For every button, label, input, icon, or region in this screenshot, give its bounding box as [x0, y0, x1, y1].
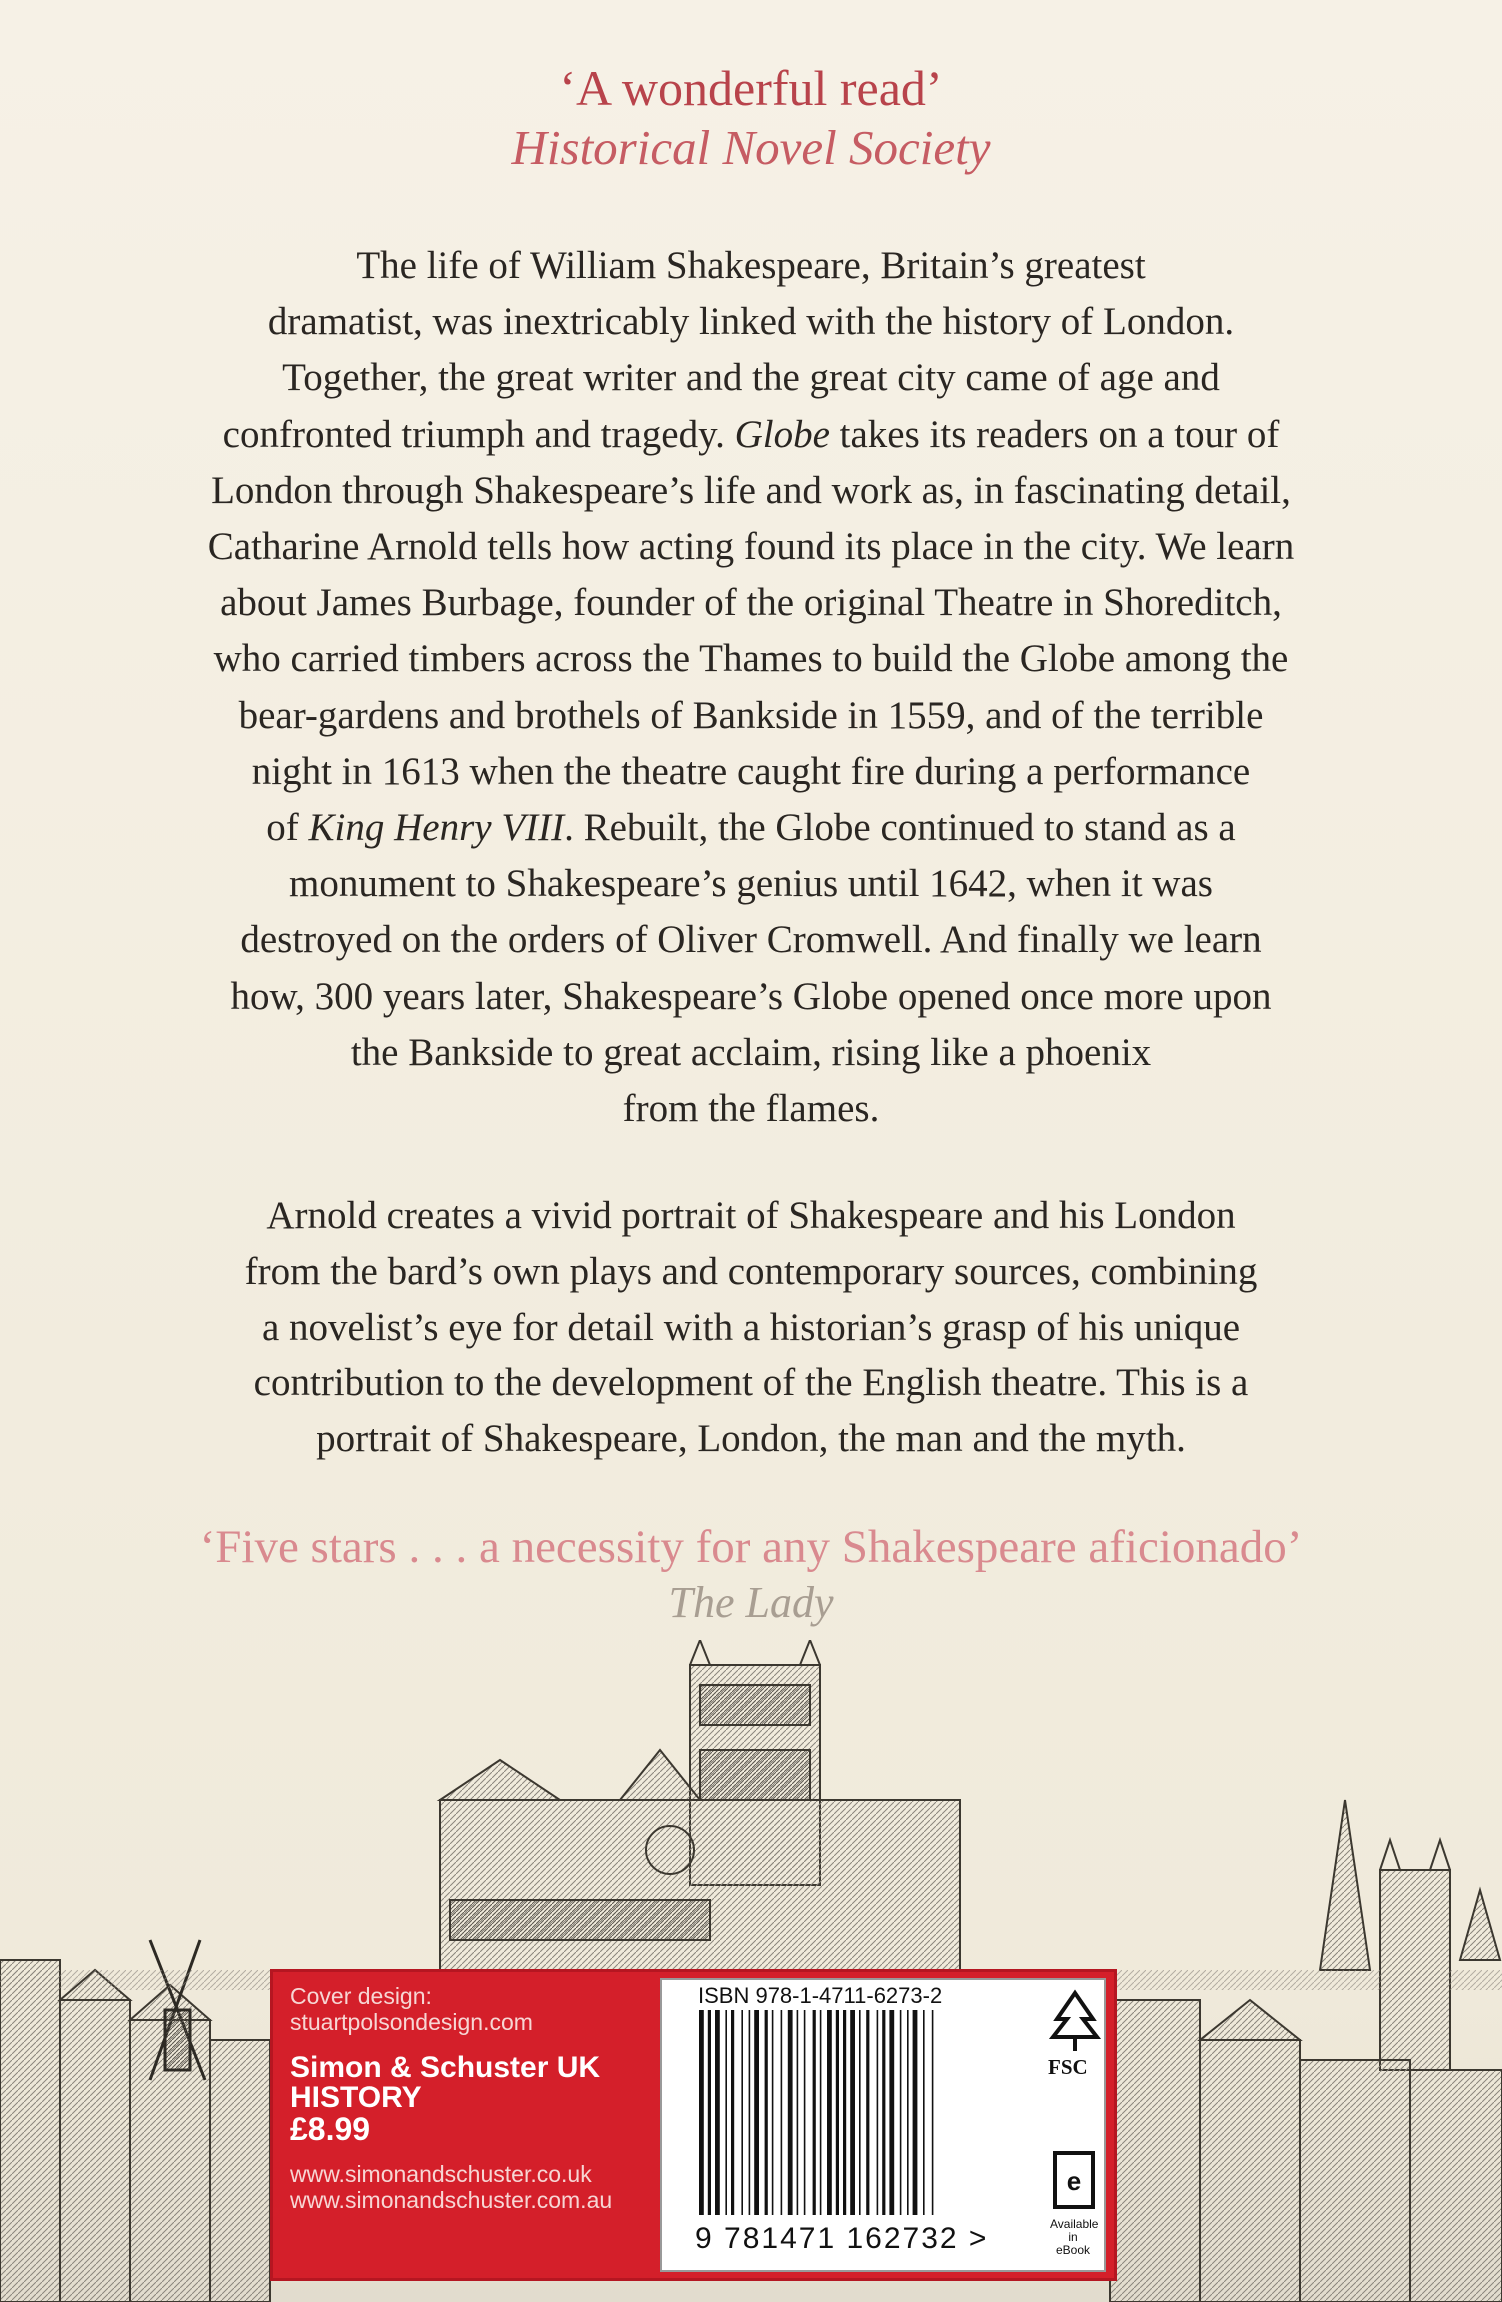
book-title-globe: Globe [734, 412, 830, 456]
blurb-line [80, 407, 1422, 463]
publisher-urls [290, 2161, 670, 2213]
blurb-line: about James Burbage, founder of the original Theatre in Shoreditch, [220, 581, 1282, 625]
blurb-line: destroyed on the orders of Oliver Cromwell. And finally we learn [240, 918, 1262, 962]
play-title: King Henry VIII [308, 806, 565, 850]
blurb-line: from the flames. [622, 1087, 880, 1131]
bottom-quote-text: ‘Five stars . . . a necessity for any Shakespeare aficionado’ [199, 1521, 1303, 1573]
blurb-line: contribution to the development of the English theatre. This is a [253, 1361, 1249, 1405]
cover-design-block [290, 1983, 670, 2035]
category: HISTORY [290, 2081, 422, 2114]
blurb-text: . Rebuilt, the Globe continued to stand as a [564, 806, 1236, 850]
blurb-line: bear-gardens and brothels of Bankside in 1559, and of the terrible [238, 693, 1264, 737]
top-review-quote [0, 58, 1502, 178]
isbn-text: ISBN 978-1-4711-6273-2 [698, 1983, 943, 2008]
ebook-label: Available in eBook [1050, 2217, 1099, 2257]
blurb-line: Together, the great writer and the great city came of age and [282, 356, 1220, 400]
blurb-paragraph-1 [80, 238, 1422, 1137]
fsc-label: FSC [1048, 2055, 1088, 2079]
blurb-line: who carried timbers across the Thames to build the Globe among the [213, 637, 1289, 681]
url-uk: www.simonandschuster.co.uk [290, 2161, 592, 2187]
blurb-text: of [266, 806, 309, 850]
blurb-text: takes its readers on a tour of [829, 412, 1280, 456]
blurb-line: monument to Shakespeare’s genius until 1642, when it was [289, 862, 1213, 906]
bottom-review-quote [0, 1518, 1502, 1630]
top-quote-text: ‘A wonderful read’ [559, 60, 943, 116]
bottom-quote-source: The Lady [668, 1578, 834, 1627]
blurb-line [80, 800, 1422, 856]
publisher-name: Simon & Schuster UK [290, 2051, 601, 2084]
cover-design-label: Cover design: [290, 1983, 432, 2009]
blurb-line: dramatist, was inextricably linked with the history of London. [267, 300, 1235, 344]
blurb-line: Arnold creates a vivid portrait of Shakespeare and his London [266, 1194, 1236, 1237]
ebook-icon [1052, 2150, 1096, 2210]
blurb-text: confronted triumph and tragedy. [222, 412, 725, 456]
blurb-line: night in 1613 when the theatre caught fire during a performance [251, 749, 1251, 793]
blurb-line: from the bard’s own plays and contemporary sources, combining [244, 1249, 1258, 1293]
fsc-tree-icon [1045, 1985, 1105, 2055]
price: £8.99 [290, 2111, 371, 2147]
blurb-line: the Bankside to great acclaim, rising like a phoenix [350, 1030, 1152, 1074]
blurb-line: how, 300 years later, Shakespeare’s Globe opened once more upon [230, 974, 1272, 1018]
cover-design-site: stuartpolsondesign.com [290, 2009, 533, 2035]
barcode-number: 9 781471 162732 > [695, 2222, 989, 2255]
barcode [695, 2010, 1015, 2220]
blurb-line: portrait of Shakespeare, London, the man and the myth. [316, 1417, 1186, 1461]
publisher-block [290, 2053, 670, 2145]
url-au: www.simonandschuster.com.au [290, 2187, 613, 2213]
blurb-line: The life of William Shakespeare, Britain’s greatest [356, 244, 1146, 287]
blurb-paragraph-2 [80, 1188, 1422, 1467]
blurb-line: Catharine Arnold tells how acting found its place in the city. We learn [207, 525, 1295, 569]
svg-text:e: e [1066, 2166, 1082, 2196]
blurb-line: a novelist’s eye for detail with a historian’s grasp of his unique [261, 1305, 1241, 1349]
top-quote-source: Historical Novel Society [511, 120, 991, 175]
blurb-line: London through Shakespeare’s life and work as, in fascinating detail, [211, 468, 1291, 512]
